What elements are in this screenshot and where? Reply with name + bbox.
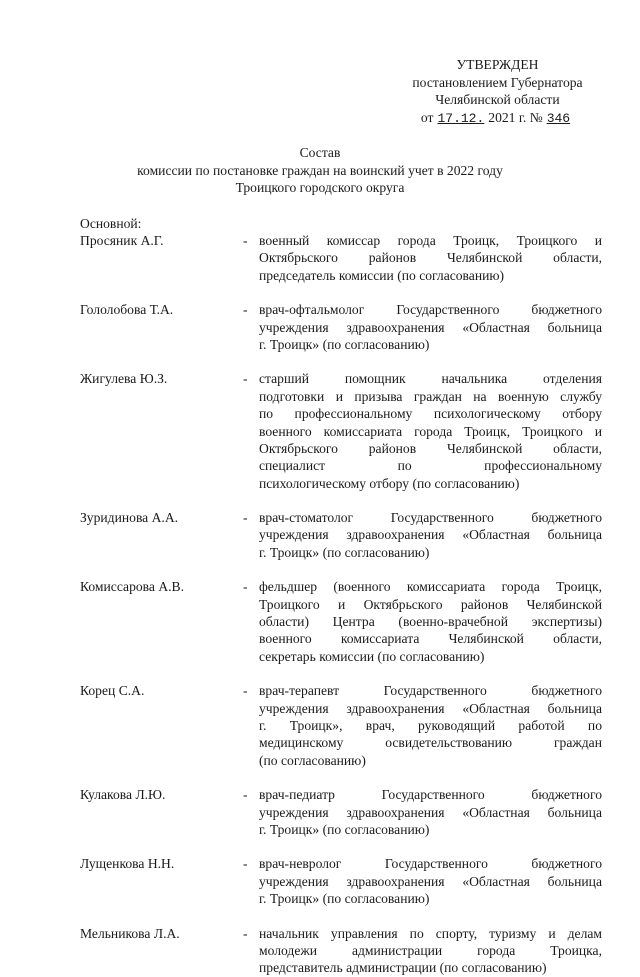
approval-date-line bbox=[390, 109, 605, 127]
member-description-line: Троицкого и Октябрьского районов Челябинской bbox=[259, 596, 602, 612]
member-name: Гололобова Т.А. bbox=[80, 302, 174, 318]
member-name: Корец С.А. bbox=[80, 683, 145, 699]
member-description-line: председатель комиссии (по согласованию) bbox=[259, 267, 505, 283]
member-description-line: врач-офтальмолог Государственного бюджетного bbox=[259, 302, 602, 318]
approval-stamp-block bbox=[390, 56, 605, 126]
member-dash: - bbox=[243, 579, 248, 595]
member-description-line: военного комиссариата города Троицк, Троицкого и bbox=[259, 423, 602, 439]
date-prefix: от bbox=[420, 109, 434, 125]
member-description-line: начальник управления по спорту, туризму и делам bbox=[259, 925, 602, 941]
member-dash: - bbox=[243, 787, 248, 803]
member-description-line: учреждения здравоохранения «Областная больница bbox=[259, 700, 602, 716]
member-description bbox=[259, 301, 602, 353]
member-dash: - bbox=[243, 302, 248, 318]
member-description-line: по профессиональному психологическому отбору bbox=[259, 406, 602, 422]
member-description-line: секретарь комиссии (по согласованию) bbox=[259, 648, 485, 664]
member-description-line: психологическому отбору (по согласованию) bbox=[259, 475, 520, 491]
section-label-main: Основной: bbox=[80, 216, 142, 231]
member-description bbox=[259, 786, 602, 838]
member-row bbox=[80, 509, 602, 561]
member-description-line: учреждения здравоохранения «Областная больница bbox=[259, 804, 602, 820]
member-description bbox=[259, 855, 602, 907]
member-description-line: Октябрьского районов Челябинской области, bbox=[259, 440, 602, 456]
member-description bbox=[259, 578, 602, 665]
member-row bbox=[80, 682, 602, 769]
member-description-line: врач-терапевт Государственного бюджетного bbox=[259, 683, 602, 699]
member-dash: - bbox=[243, 233, 248, 248]
member-name: Жигулева Ю.З. bbox=[80, 371, 168, 387]
member-description-line: представитель администрации (по согласованию) bbox=[259, 960, 547, 976]
member-description-line: г. Троицк» (по согласованию) bbox=[259, 891, 430, 907]
member-description bbox=[259, 509, 602, 561]
date-year: 2021 г. № bbox=[488, 109, 543, 125]
title-line-3: Троицкого городского округа bbox=[235, 180, 405, 195]
member-dash: - bbox=[243, 371, 248, 387]
decree-number: 346 bbox=[546, 110, 571, 126]
member-description bbox=[259, 925, 602, 977]
approval-heading: УТВЕРЖДЕН bbox=[456, 57, 539, 72]
member-description-line: г. Троицк» (по согласованию) bbox=[259, 821, 430, 837]
member-name: Лущенкова Н.Н. bbox=[80, 856, 175, 872]
title-line-2: комиссии по постановке граждан на воинский учет в 2022 году bbox=[137, 162, 503, 178]
member-row bbox=[80, 578, 602, 665]
member-description-line: г. Троицк» (по согласованию) bbox=[259, 544, 430, 560]
member-description-line: учреждения здравоохранения «Областная больница bbox=[259, 873, 602, 889]
member-name: Комиссарова А.В. bbox=[80, 579, 185, 595]
member-name: Просяник А.Г. bbox=[80, 233, 164, 248]
member-description-line: г. Троицк», врач, руководящий работой по bbox=[259, 717, 602, 733]
title-line-1: Состав bbox=[299, 145, 341, 160]
member-description bbox=[259, 370, 602, 492]
member-row bbox=[80, 855, 602, 907]
member-description bbox=[259, 232, 602, 284]
member-description-line: области) Центра (военно-врачебной экспертизы) bbox=[259, 614, 602, 630]
approval-line-2: Челябинской области bbox=[435, 92, 560, 107]
member-description-line: специалист по профессиональному bbox=[259, 458, 602, 474]
document-title bbox=[100, 144, 540, 197]
member-description-line: учреждения здравоохранения «Областная больница bbox=[259, 527, 602, 543]
member-row bbox=[80, 301, 602, 353]
member-row bbox=[80, 232, 602, 284]
member-dash: - bbox=[243, 856, 248, 872]
members-list bbox=[80, 232, 602, 977]
member-name: Кулакова Л.Ю. bbox=[80, 787, 166, 803]
member-dash: - bbox=[243, 683, 248, 699]
member-description-line: фельдшер (военного комиссариата города Троицк, bbox=[259, 579, 602, 595]
member-name: Зуридинова А.А. bbox=[80, 510, 179, 526]
member-row bbox=[80, 786, 602, 838]
member-description bbox=[259, 682, 602, 769]
member-description-line: (по согласованию) bbox=[259, 752, 366, 768]
member-dash: - bbox=[243, 510, 248, 526]
member-description-line: медицинскому освидетельствованию граждан bbox=[259, 735, 602, 751]
member-description-line: военный комиссар города Троицк, Троицкого и bbox=[259, 233, 602, 248]
member-description-line: учреждения здравоохранения «Областная больница bbox=[259, 319, 602, 335]
member-description-line: старший помощник начальника отделения bbox=[259, 371, 602, 387]
member-description-line: врач-педиатр Государственного бюджетного bbox=[259, 787, 602, 803]
member-description-line: военного комиссариата Челябинской области, bbox=[259, 631, 602, 647]
member-dash: - bbox=[243, 925, 248, 941]
member-description-line: подготовки и призыва граждан на военную службу bbox=[259, 388, 602, 404]
member-name: Мельникова Л.А. bbox=[80, 925, 180, 941]
member-description-line: г. Троицк» (по согласованию) bbox=[259, 336, 430, 352]
approval-line-1: постановлением Губернатора bbox=[412, 74, 583, 90]
member-description-line: Октябрьского районов Челябинской области, bbox=[259, 250, 602, 266]
member-row bbox=[80, 925, 602, 977]
member-description-line: молодежи администрации города Троицка, bbox=[259, 942, 602, 958]
date-value: 17.12. bbox=[437, 110, 485, 126]
member-description-line: врач-невролог Государственного бюджетного bbox=[259, 856, 602, 872]
member-description-line: врач-стоматолог Государственного бюджетного bbox=[259, 510, 602, 526]
member-row bbox=[80, 370, 602, 492]
